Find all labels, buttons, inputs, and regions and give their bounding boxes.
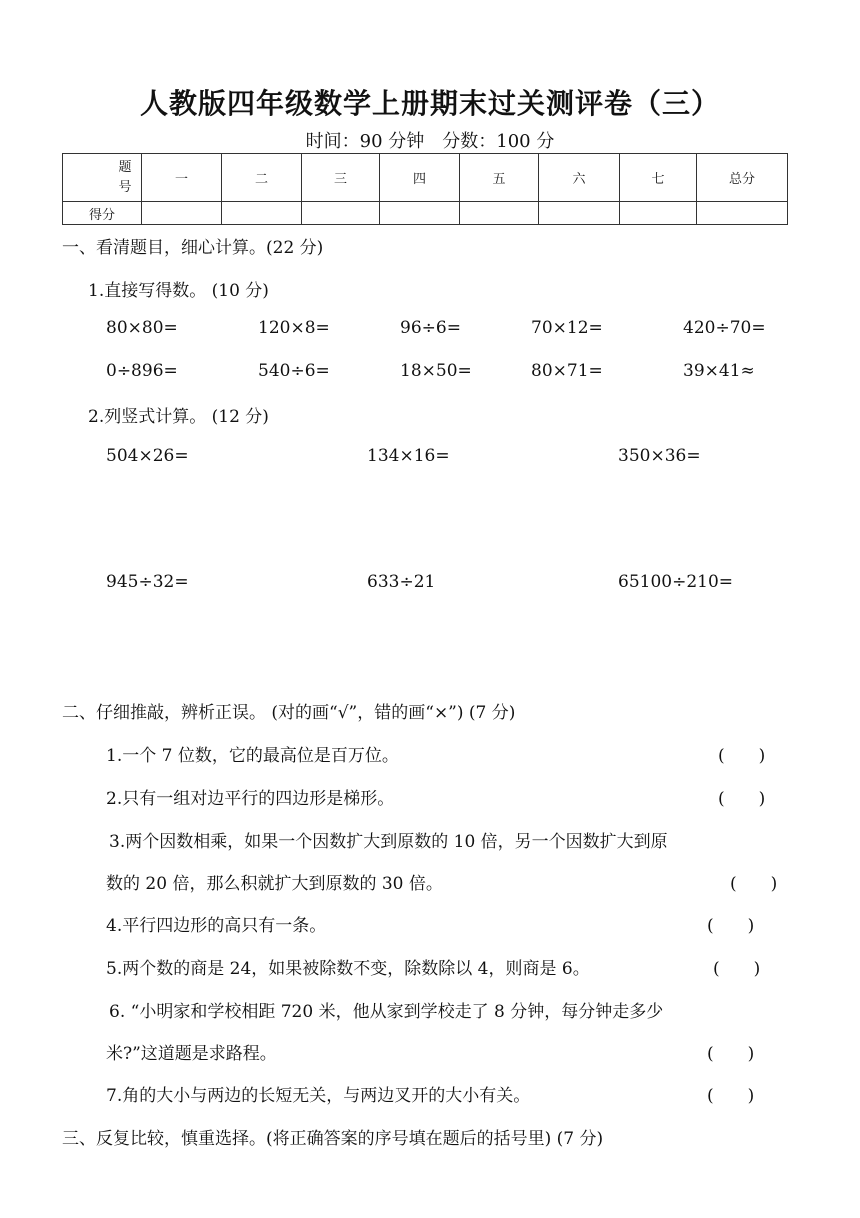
score-cell[interactable] [460,202,539,225]
judge-item: 4.平行四边形的高只有一条。 [106,916,327,936]
column-header: 五 [460,154,539,202]
vertical-calc-item: 65100÷210= [618,572,734,592]
vertical-calc-item: 504×26= [106,446,189,466]
section-1-title: 一、看清题目，细心计算。(22 分) [62,238,324,258]
column-header: 二 [222,154,302,202]
judge-item-continued: 数的 20 倍，那么积就扩大到原数的 30 倍。 [106,874,443,894]
score-cell[interactable] [302,202,380,225]
score-cell[interactable] [620,202,697,225]
column-header: 三 [302,154,380,202]
column-header: 四 [380,154,460,202]
answer-paren[interactable]: ( ) [730,874,778,894]
answer-paren[interactable]: ( ) [707,1086,755,1106]
score-cell[interactable] [142,202,222,225]
judge-item: 6. “小明家和学校相距 720 米，他从家到学校走了 8 分钟，每分钟走多少 [109,1002,664,1022]
vertical-calc-item: 134×16= [367,446,450,466]
calc-item: 18×50= [400,361,472,381]
score-cell[interactable] [697,202,788,225]
judge-item: 5.两个数的商是 24，如果被除数不变，除数除以 4，则商是 6。 [106,959,590,979]
exam-info: 时间：90 分钟 分数：100 分 [305,131,555,152]
calc-item: 80×80= [106,318,178,338]
column-header: 六 [539,154,620,202]
judge-item: 1.一个 7 位数，它的最高位是百万位。 [106,746,399,766]
calc-item: 39×41≈ [683,361,755,381]
answer-paren[interactable]: ( ) [718,746,766,766]
vertical-calc-item: 945÷32= [106,572,189,592]
judge-item: 2.只有一组对边平行的四边形是梯形。 [106,789,395,809]
answer-paren[interactable]: ( ) [707,916,755,936]
calc-item: 80×71= [531,361,603,381]
calc-item: 420÷70= [683,318,766,338]
header-label-cell [63,154,142,202]
answer-paren[interactable]: ( ) [713,959,761,979]
calc-item: 0÷896= [106,361,178,381]
header-label: 题号 [118,159,132,195]
judge-item: 3.两个因数相乘，如果一个因数扩大到原数的 10 倍，另一个因数扩大到原 [109,832,668,852]
score-table [62,153,788,225]
section-2-title: 二、仔细推敲，辨析正误。 (对的画“√”，错的画“×”) (7 分) [62,703,516,723]
answer-paren[interactable]: ( ) [707,1044,755,1064]
answer-paren[interactable]: ( ) [718,789,766,809]
part-1-title: 1.直接写得数。 (10 分) [88,281,269,301]
calc-item: 96÷6= [400,318,461,338]
vertical-calc-item: 350×36= [618,446,701,466]
vertical-calc-item: 633÷21 [367,572,436,592]
page-title: 人教版四年级数学上册期末过关测评卷（三） [139,87,720,120]
column-header: 一 [142,154,222,202]
column-header: 总分 [697,154,788,202]
score-cell[interactable] [222,202,302,225]
judge-item-continued: 米?”这道题是求路程。 [106,1044,277,1064]
part-2-title: 2.列竖式计算。 (12 分) [88,407,269,427]
score-cell[interactable] [380,202,460,225]
score-table-header-row [63,154,788,202]
score-label: 得分 [63,202,142,225]
section-3-title: 三、反复比较，慎重选择。(将正确答案的序号填在题后的括号里) (7 分) [62,1129,604,1149]
score-table-score-row [63,202,788,225]
calc-item: 540÷6= [258,361,330,381]
column-header: 七 [620,154,697,202]
score-cell[interactable] [539,202,620,225]
calc-item: 120×8= [258,318,330,338]
judge-item: 7.角的大小与两边的长短无关，与两边叉开的大小有关。 [106,1086,531,1106]
calc-item: 70×12= [531,318,603,338]
